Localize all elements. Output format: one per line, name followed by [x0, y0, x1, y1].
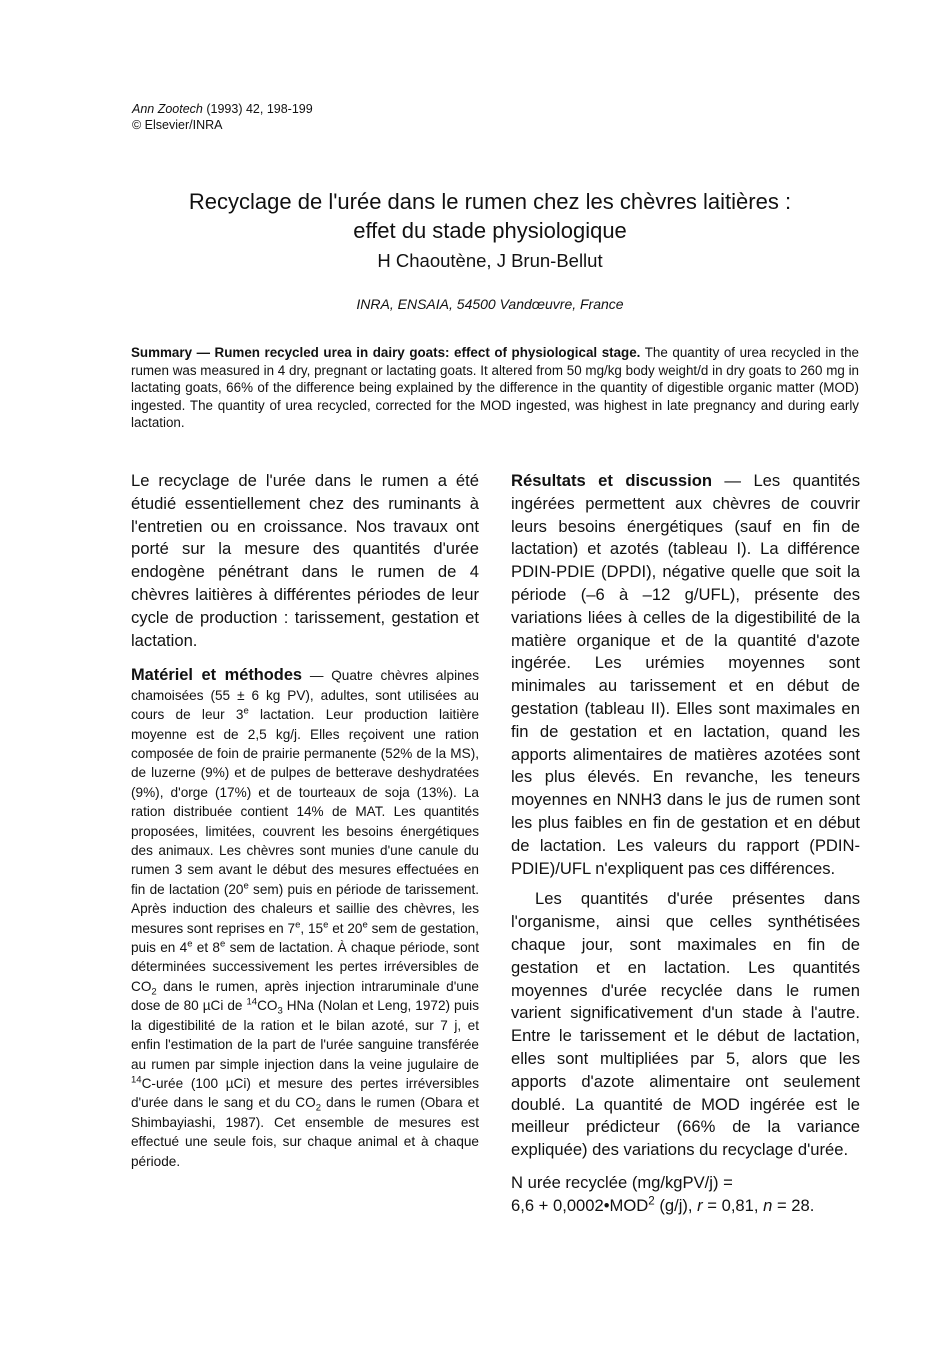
methods-text: HNa (Nolan et Leng, 1972) puis la digestibilité de la ration et le bilan azoté, sur 7 j, et enfin l'estimation de la part de l'urée sanguine transférée au rumen par simple injection dans la veine jugulaire de [131, 998, 479, 1072]
formula-term: (g/j), [654, 1195, 698, 1215]
formula-line-1: N urée recyclée (mg/kgPV/j) = [511, 1172, 733, 1192]
formula-n-symbol: n [763, 1195, 773, 1215]
methods-text: dans le rumen (Obara et Shimbayiashi, 1987). Cet ensemble de mesures est effectué une seule fois, sur chaque animal et à chaque période. [131, 1095, 479, 1169]
formula-line-2 [511, 1196, 814, 1215]
regression-formula [511, 1172, 860, 1218]
intro-paragraph: Le recyclage de l'urée dans le rumen a été étudié essentiellement chez des ruminants à l'entretien ou en croissance. Nos travaux ont porté sur la mesure des quantités d'urée endogène pénétrant dans le rumen de 4 chèvres laitières à différentes périodes de leur cycle de production : tarissement, gestation et lactation. [131, 471, 479, 650]
methods-paragraph [131, 666, 479, 1171]
affiliation: INRA, ENSAIA, 54500 Vandœuvre, France [356, 296, 624, 312]
formula-term: = 0,81, [702, 1195, 764, 1215]
superscript: 14 [131, 1074, 142, 1086]
journal-name: Ann Zootech [132, 102, 203, 116]
superscript: e [362, 919, 368, 931]
subscript: 3 [277, 1006, 283, 1017]
results-heading: Résultats et discussion [511, 471, 712, 490]
summary-text: The quantity of urea recycled in the rumen was measured in 4 dry, pregnant or lactating goats. It altered from 50 mg/kg body weight/d in dry goats to 260 mg in lactating goats, 66% of the difference being explained by the difference in the quantity of digestible organic matter (MOD) ingested. The quantity of urea recycled, corrected for the MOD ingested, was highest in late pregnancy and during early lactation. [131, 345, 859, 431]
methods-text: CO [257, 998, 278, 1014]
title-line-2: effet du stade physiologique [353, 217, 627, 243]
copyright-line: © Elsevier/INRA [132, 118, 223, 132]
methods-text: lactation. Leur production laitière moyenne est de 2,5 kg/j. Elles reçoivent une ration composée de foin de prairie permanente (52% de la MS), de luzerne (9%) et de pulpes de betterave deshydratées (9%), d'orge (17%) et de tourteaux de soja (13%). La ration distribuée contient 14% de MAT. Les quantités proposées, limitées, couvrent les besoins énergétiques des animaux. Les chèvres sont munies d'une canule du rumen 3 sem avant le début des mesures effectuées en fin de lactation (20 [131, 707, 480, 897]
superscript: e [243, 705, 249, 717]
methods-text: dans le rumen, après injection intraruminale d'une dose de 80 µCi de [131, 978, 479, 1014]
superscript: 2 [648, 1194, 655, 1208]
superscript: e [187, 938, 193, 950]
methods-text: — Quatre chèvres alpines chamoisées (55 ± 6 kg PV), adultes, sont utilisées au cours de leur 3 [131, 668, 480, 723]
methods-text: sem) puis en période de tarissement. Après induction des chaleurs et saillie des chèvres, les mesures sont reprises en 7 [131, 881, 479, 936]
author-list: H Chaoutène, J Brun-Bellut [377, 250, 603, 271]
methods-text: et 20 [328, 920, 363, 936]
superscript: e [323, 919, 329, 931]
title-line-1: Recyclage de l'urée dans le rumen chez les chèvres laitières : [188, 188, 792, 214]
summary-heading: Summary — Rumen recycled urea in dairy goats: effect of physiological stage. [131, 345, 641, 360]
subscript: 2 [315, 1103, 321, 1115]
journal-reference [132, 101, 313, 117]
results-paragraph-2: Les quantités d'urée présentes dans l'organisme, ainsi que celles synthétisées chaque jour, sont maximales en fin de gestation et en lactation. Les quantités moyennes d'urée recyclée dans le rumen varient significativement d'un stade à l'autre. Entre le tarissement et le début de lactation, elles sont multipliées par 5, alors que les apports d'azote alimentaire ont seulement doublé. La quantité de MOD ingérée est le meilleur prédicteur (66% de la variance expliquée) des variations du recyclage d'urée. [511, 889, 860, 1160]
journal-header [132, 101, 313, 133]
methods-heading: Matériel et méthodes [131, 666, 303, 685]
superscript: e [243, 880, 249, 892]
left-column [131, 470, 479, 1171]
subscript: 2 [151, 986, 157, 998]
formula-r-symbol: r [697, 1195, 703, 1215]
formula-term: = 28. [772, 1195, 815, 1215]
right-column [511, 470, 860, 1218]
journal-volume-pages: (1993) 42, 198-199 [202, 102, 313, 116]
methods-text: et 8 [192, 940, 220, 956]
methods-text: sem de gestation, puis en 4 [131, 920, 479, 956]
methods-text: , 15 [300, 920, 324, 936]
superscript: 14 [246, 996, 258, 1008]
results-paragraph-1 [511, 470, 860, 880]
summary-block [131, 344, 859, 432]
formula-term: 6,6 + 0,0002•MOD [511, 1195, 649, 1215]
superscript: e [295, 919, 301, 931]
methods-text: sem de lactation. À chaque période, sont déterminées successivement les pertes irréversibles de CO [131, 940, 480, 994]
results-text: — Les quantités ingérées permettent aux chèvres de couvrir leurs besoins énergétiques (sauf en fin de lactation) et azotés (tableau I). La différence PDIN-PDIE (DPDI), négative quelle que soit la période (–6 à –12 g/UFL), présente des variations liées à celles de la digestibilité de la matière organique et de la quantité d'azote ingérée. Les urémies moyennes sont minimales au tarissement et en début de gestation (tableau II). Elles sont maximales en fin de gestation et en lactation, quand les apports alimentaires de matières azotées sont les plus élevés. En revanche, les teneurs moyennes en NNH3 dans le jus de rumen sont les plus faibles en fin de gestation et en début de lactation. Les valeurs du rapport (PDIN-PDIE)/UFL n'expliquent pas ces différences. [511, 471, 860, 878]
superscript: e [219, 938, 226, 950]
methods-text: C-urée (100 µCi) et mesure des pertes irréversibles d'urée dans le sang et du CO [131, 1075, 479, 1111]
article-title [110, 187, 870, 245]
